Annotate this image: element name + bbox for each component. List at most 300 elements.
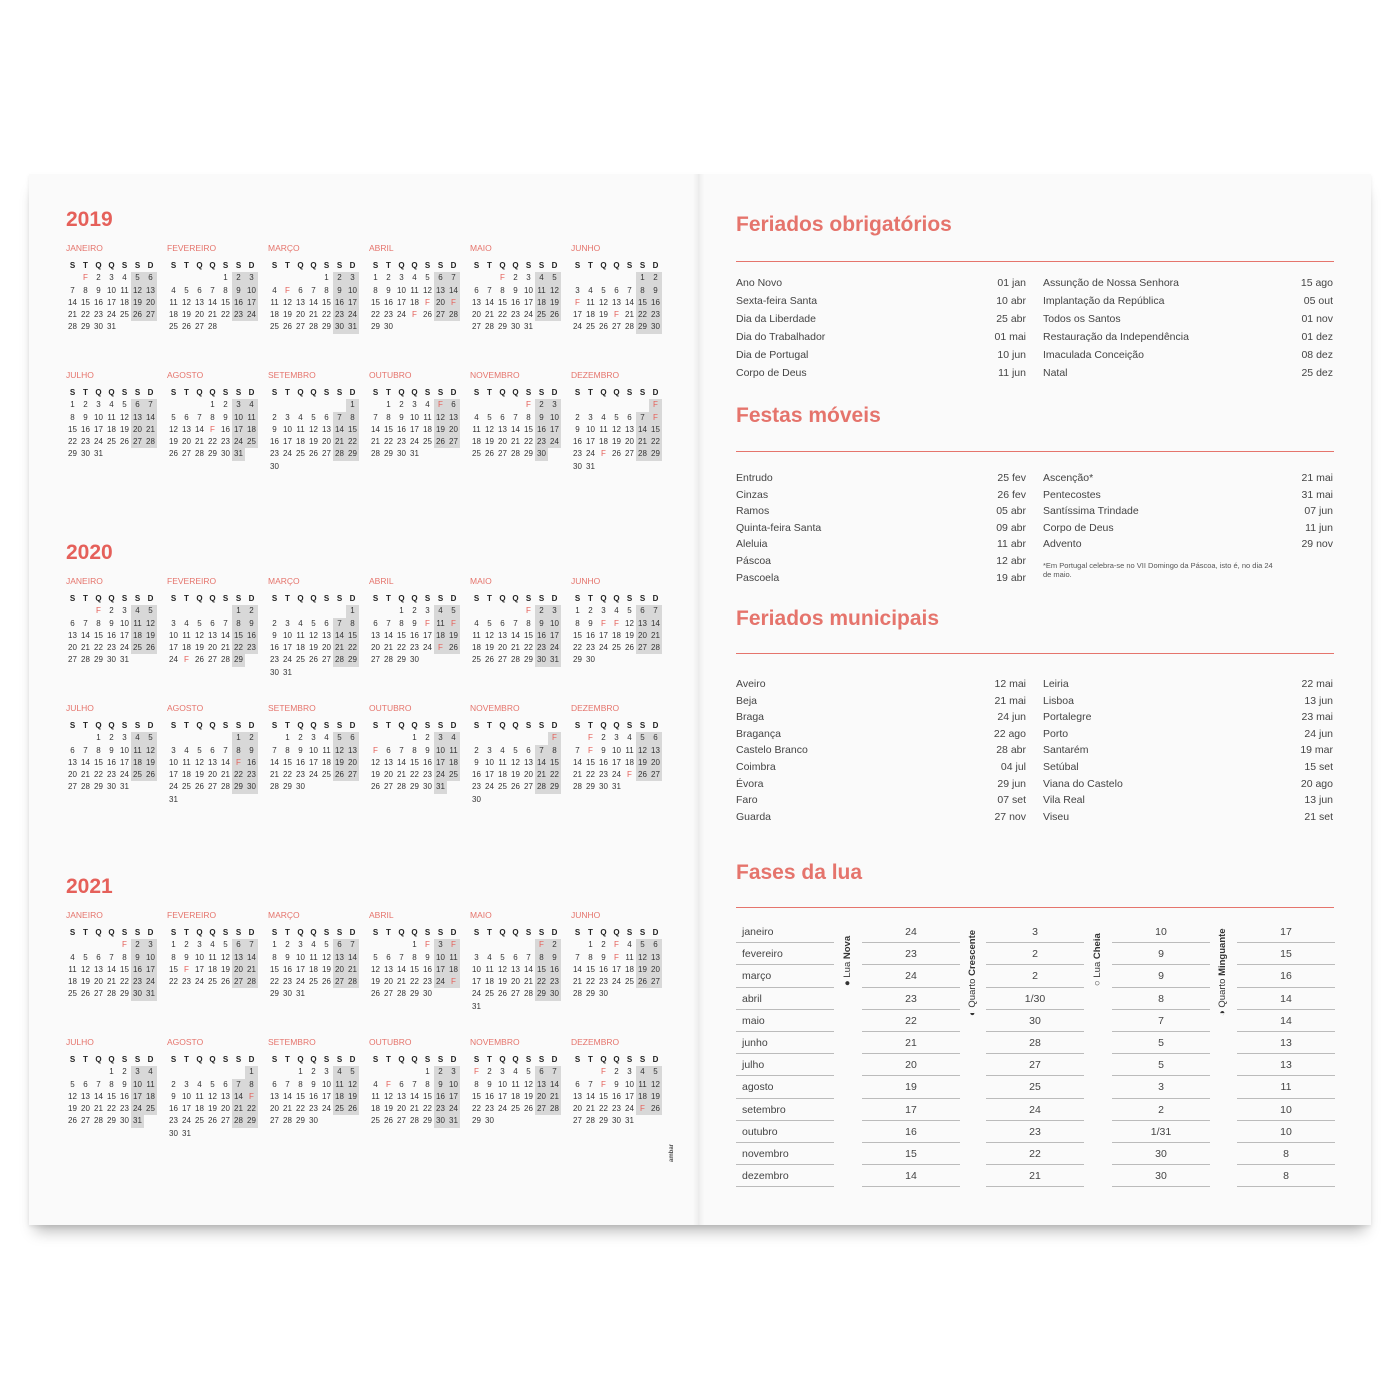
day-cell: 27: [322, 449, 331, 459]
day-cell: 10: [485, 757, 494, 767]
day-cell: 3: [434, 732, 447, 744]
day-cell: 5: [144, 605, 157, 617]
weekday-header: Q: [209, 261, 216, 270]
day-cell: 5: [373, 952, 378, 962]
weekday-header: T: [83, 1055, 88, 1064]
day-cell: 27: [232, 976, 245, 988]
day-cell: 10: [131, 1079, 144, 1091]
day-cell: 6: [184, 412, 189, 422]
day-cell: 25: [586, 322, 595, 332]
day-cell: 28: [586, 1116, 595, 1126]
day-cell: 30: [81, 449, 90, 459]
day-cell: 23: [182, 977, 191, 987]
day-cell: 16: [296, 757, 305, 767]
empty-day: [333, 605, 346, 617]
month-grid: [66, 387, 158, 461]
day-cell: 29: [296, 1116, 305, 1126]
day-cell: 4: [298, 618, 303, 628]
day-cell: 3: [614, 733, 619, 743]
day-cell: 1: [298, 1067, 303, 1077]
day-cell: 10: [447, 1079, 460, 1091]
month-grid: [268, 260, 360, 334]
day-cell: 12: [68, 1091, 77, 1101]
weekday-header: Q: [209, 388, 216, 397]
day-cell: 5: [311, 412, 316, 422]
weekday-header: S: [538, 388, 545, 397]
day-cell: 21: [68, 310, 77, 320]
moon-phase-label: [967, 930, 978, 1016]
day-cell: 29: [535, 988, 548, 1000]
empty-day: [470, 605, 483, 617]
day-cell: 18: [107, 424, 116, 434]
month-name: OUTUBRO: [369, 1037, 412, 1047]
month-calendar: [571, 369, 663, 473]
holiday-date: 29 nov: [1301, 538, 1333, 551]
day-cell: 16: [612, 1091, 621, 1101]
moon-phase-day: 22: [862, 1010, 960, 1032]
holiday-date: 21 set: [1304, 810, 1333, 823]
day-cell: 25: [535, 309, 548, 321]
day-cell: 29: [283, 782, 292, 792]
month-name: DEZEMBRO: [571, 703, 620, 713]
day-cell: 26: [485, 449, 494, 459]
month-name: AGOSTO: [167, 370, 204, 380]
day-cell: 14: [245, 952, 258, 964]
moon-phase-day: 13: [1237, 1054, 1335, 1076]
holiday-date: 28 abr: [996, 744, 1026, 757]
day-cell: 2: [184, 940, 189, 950]
day-cell: 16: [397, 424, 406, 434]
empty-day: [92, 1066, 105, 1078]
holiday-date: 07 jun: [1304, 505, 1333, 518]
moon-phase-icon: ●: [842, 977, 853, 986]
weekday-header: S: [424, 594, 431, 603]
weekday-header: S: [235, 1055, 242, 1064]
day-cell: 4: [588, 285, 593, 295]
holiday-day: F: [184, 964, 189, 974]
day-cell: 4: [474, 618, 479, 628]
empty-day: [395, 1066, 408, 1078]
day-cell: 7: [83, 618, 88, 628]
day-cell: 11: [322, 745, 331, 755]
day-cell: 17: [169, 643, 178, 653]
day-cell: 10: [524, 285, 533, 295]
day-cell: 12: [120, 412, 129, 422]
weekday-header: T: [386, 1055, 391, 1064]
day-cell: 28: [208, 322, 217, 332]
day-cell: 30: [333, 321, 346, 333]
day-cell: 19: [144, 757, 157, 769]
holiday-row: [736, 274, 1026, 292]
holiday-name: Corpo de Deus: [1043, 521, 1114, 534]
day-cell: 9: [272, 630, 277, 640]
holiday-row: [736, 792, 1026, 809]
weekday-header: T: [285, 721, 290, 730]
holiday-row: [736, 364, 1026, 382]
day-cell: 9: [298, 745, 303, 755]
day-cell: 1: [346, 605, 359, 617]
day-cell: 24: [498, 1104, 507, 1114]
weekday-header: S: [525, 1055, 532, 1064]
weekday-header: Q: [512, 594, 519, 603]
day-cell: 1: [285, 733, 290, 743]
day-cell: 8: [386, 412, 391, 422]
empty-day: [79, 605, 92, 617]
empty-day: [180, 732, 193, 744]
day-cell: 31: [548, 654, 561, 666]
holiday-date: 12 abr: [996, 554, 1026, 567]
day-cell: 5: [627, 606, 632, 616]
weekday-header: D: [147, 1055, 154, 1064]
holiday-date: 09 abr: [996, 521, 1026, 534]
day-cell: 15: [410, 757, 419, 767]
moon-phase-day: 2: [1112, 1099, 1210, 1121]
day-cell: 7: [333, 412, 346, 424]
weekday-header: S: [222, 261, 229, 270]
weekday-header: Q: [310, 721, 317, 730]
moon-phase-prefix: Quarto: [1217, 975, 1228, 1008]
day-cell: 26: [182, 322, 191, 332]
empty-day: [105, 939, 118, 951]
day-cell: 4: [412, 273, 417, 283]
day-cell: 29: [524, 449, 533, 459]
weekday-header: Q: [600, 1055, 607, 1064]
day-cell: 9: [412, 618, 417, 628]
day-cell: 14: [573, 964, 582, 974]
holiday-date: 29 jun: [997, 777, 1026, 790]
weekday-header: Q: [310, 928, 317, 937]
day-cell: 23: [485, 1104, 494, 1114]
holiday-day: F: [614, 310, 619, 320]
day-cell: 4: [535, 272, 548, 284]
weekday-header: D: [551, 721, 558, 730]
day-cell: 21: [586, 1104, 595, 1114]
day-cell: 22: [586, 770, 595, 780]
weekday-header: Q: [600, 594, 607, 603]
day-cell: 5: [324, 940, 329, 950]
day-cell: 11: [144, 1079, 157, 1091]
moon-phase-day: 23: [862, 988, 960, 1010]
day-cell: 29: [232, 654, 245, 666]
day-cell: 14: [81, 630, 90, 640]
weekday-header: S: [271, 1055, 278, 1064]
day-cell: 10: [296, 952, 305, 962]
day-cell: 2: [272, 412, 277, 422]
weekday-header: S: [121, 388, 128, 397]
moon-phase-day: 28: [986, 1032, 1084, 1054]
weekday-header: D: [248, 261, 255, 270]
weekday-header: T: [588, 594, 593, 603]
day-cell: 22: [397, 643, 406, 653]
holiday-name: Advento: [1043, 538, 1082, 551]
month-name: JUNHO: [571, 576, 601, 586]
day-cell: 27: [498, 449, 507, 459]
day-cell: 16: [573, 437, 582, 447]
day-cell: 30: [94, 322, 103, 332]
day-cell: 10: [397, 285, 406, 295]
day-cell: 12: [169, 424, 178, 434]
day-cell: 24: [283, 449, 292, 459]
weekday-header: Q: [600, 721, 607, 730]
month-name: ABRIL: [369, 910, 394, 920]
day-cell: 18: [511, 1091, 520, 1101]
empty-day: [219, 605, 232, 617]
day-cell: 17: [107, 297, 116, 307]
weekday-header: S: [525, 261, 532, 270]
weekday-header: Q: [108, 388, 115, 397]
day-cell: 11: [586, 297, 595, 307]
day-cell: 17: [195, 964, 204, 974]
day-cell: 27: [472, 322, 481, 332]
holiday-date: 05 abr: [996, 505, 1026, 518]
empty-day: [571, 1066, 584, 1078]
weekday-header: Q: [196, 594, 203, 603]
day-cell: 3: [171, 745, 176, 755]
day-cell: 24: [434, 769, 447, 781]
day-cell: 8: [346, 412, 359, 424]
empty-day: [167, 732, 180, 744]
day-cell: 6: [614, 285, 619, 295]
empty-day: [206, 605, 219, 617]
day-cell: 12: [221, 952, 230, 962]
day-cell: 15: [649, 424, 662, 436]
day-cell: 18: [144, 1091, 157, 1103]
weekday-header: T: [285, 928, 290, 937]
day-cell: 16: [309, 1091, 318, 1101]
moon-phase-name: Crescente: [967, 929, 978, 976]
day-cell: 13: [371, 630, 380, 640]
day-cell: 20: [625, 437, 634, 447]
day-cell: 25: [447, 769, 460, 781]
holiday-name: Santarém: [1043, 744, 1089, 757]
month-grid: [167, 720, 259, 806]
holiday-name: Restauração da Independência: [1043, 331, 1189, 343]
day-cell: 23: [131, 976, 144, 988]
day-cell: 22: [68, 437, 77, 447]
holiday-day: F: [245, 1091, 258, 1103]
empty-day: [193, 399, 206, 411]
weekday-header: Q: [613, 388, 620, 397]
day-cell: 8: [588, 952, 593, 962]
day-cell: 26: [371, 989, 380, 999]
day-cell: 28: [535, 781, 548, 793]
day-cell: 28: [232, 1115, 245, 1127]
holiday-day: F: [373, 745, 378, 755]
month-calendar: [268, 909, 360, 1001]
weekday-header: D: [551, 928, 558, 937]
day-cell: 11: [636, 1079, 649, 1091]
weekday-header: D: [652, 388, 659, 397]
day-cell: 24: [182, 1116, 191, 1126]
day-cell: 14: [397, 964, 406, 974]
day-cell: 1: [425, 1067, 430, 1077]
day-cell: 5: [333, 732, 346, 744]
empty-day: [281, 399, 294, 411]
month-grid: [268, 927, 360, 1001]
day-cell: 26: [309, 449, 318, 459]
day-cell: 12: [131, 285, 144, 297]
day-cell: 25: [472, 449, 481, 459]
weekday-header: S: [626, 928, 633, 937]
festas-moveis-title: Festas móveis: [736, 404, 881, 427]
weekday-header: S: [69, 261, 76, 270]
day-cell: 6: [399, 1079, 404, 1089]
day-cell: 9: [96, 285, 101, 295]
day-cell: 7: [386, 618, 391, 628]
day-cell: 14: [548, 1079, 561, 1091]
day-cell: 23: [586, 643, 595, 653]
month-grid: [369, 260, 461, 334]
month-name: SETEMBRO: [268, 1037, 316, 1047]
day-cell: 30: [599, 989, 608, 999]
day-cell: 24: [599, 643, 608, 653]
day-cell: 5: [513, 745, 518, 755]
holiday-name: Ano Novo: [736, 277, 783, 289]
weekday-header: T: [588, 261, 593, 270]
moon-phase-day: 3: [1112, 1076, 1210, 1098]
day-cell: 3: [285, 412, 290, 422]
weekday-header: T: [83, 261, 88, 270]
day-cell: 27: [182, 449, 191, 459]
day-cell: 11: [371, 1091, 380, 1101]
day-cell: 2: [535, 605, 548, 617]
weekday-header: T: [386, 261, 391, 270]
moon-month: dezembro: [736, 1165, 834, 1187]
day-cell: 15: [397, 630, 406, 640]
holiday-name: Pentecostes: [1043, 488, 1101, 501]
day-cell: 15: [221, 297, 230, 307]
month-grid: [66, 720, 158, 794]
day-cell: 17: [434, 964, 447, 976]
day-cell: 4: [197, 1079, 202, 1089]
weekday-header: D: [652, 1055, 659, 1064]
day-cell: 22: [535, 976, 548, 988]
day-cell: 9: [614, 1079, 619, 1089]
day-cell: 15: [573, 630, 582, 640]
day-cell: 18: [296, 643, 305, 653]
month-calendar: [369, 1036, 461, 1128]
day-cell: 13: [322, 424, 331, 434]
weekday-header: T: [487, 594, 492, 603]
empty-day: [320, 399, 333, 411]
day-cell: 21: [371, 437, 380, 447]
day-cell: 9: [109, 745, 114, 755]
month-grid: [66, 1054, 158, 1128]
holiday-date: 31 mai: [1301, 488, 1333, 501]
day-cell: 24: [120, 643, 129, 653]
day-cell: 11: [511, 1079, 520, 1089]
day-cell: 8: [526, 412, 531, 422]
month-grid: [571, 387, 663, 473]
day-cell: 24: [120, 770, 129, 780]
day-cell: 3: [412, 400, 417, 410]
weekday-header: T: [184, 1055, 189, 1064]
weekday-header: S: [121, 261, 128, 270]
day-cell: 18: [131, 630, 144, 642]
holiday-row: [736, 310, 1026, 328]
moon-phase-column: [1237, 921, 1335, 1187]
month-name: MARÇO: [268, 576, 300, 586]
empty-day: [66, 272, 79, 284]
day-cell: 17: [245, 297, 258, 309]
day-cell: 12: [548, 285, 561, 297]
day-cell: 30: [120, 1116, 129, 1126]
holiday-date: 01 nov: [1301, 313, 1333, 325]
day-cell: 15: [81, 297, 90, 307]
moon-phase-day: 30: [1112, 1143, 1210, 1165]
day-cell: 6: [535, 1066, 548, 1078]
day-cell: 24: [322, 1104, 331, 1114]
weekday-header: T: [386, 721, 391, 730]
day-cell: 30: [535, 448, 548, 460]
month-calendar: [66, 702, 158, 794]
moon-month: julho: [736, 1054, 834, 1076]
holiday-date: 23 mai: [1301, 711, 1333, 724]
day-cell: 16: [410, 630, 419, 640]
day-cell: 7: [197, 412, 202, 422]
day-cell: 30: [548, 988, 561, 1000]
holiday-row: [736, 470, 1026, 487]
day-cell: 5: [636, 939, 649, 951]
day-cell: 5: [649, 1066, 662, 1078]
day-cell: 7: [399, 745, 404, 755]
day-cell: 19: [548, 297, 561, 309]
holiday-name: Dia de Portugal: [736, 349, 809, 361]
month-grid: [571, 927, 663, 1001]
day-cell: 2: [412, 606, 417, 616]
holiday-day: F: [83, 273, 88, 283]
day-cell: 20: [81, 1104, 90, 1114]
day-cell: 28: [195, 449, 204, 459]
day-cell: 2: [285, 940, 290, 950]
day-cell: 26: [195, 782, 204, 792]
day-cell: 5: [601, 285, 606, 295]
day-cell: 7: [210, 285, 215, 295]
day-cell: 26: [511, 782, 520, 792]
day-cell: 19: [208, 1104, 217, 1114]
day-cell: 21: [511, 643, 520, 653]
day-cell: 13: [397, 1091, 406, 1101]
day-cell: 22: [423, 1104, 432, 1114]
day-cell: 19: [322, 964, 331, 974]
day-cell: 8: [83, 285, 88, 295]
day-cell: 6: [526, 745, 531, 755]
holiday-name: Todos os Santos: [1043, 313, 1121, 325]
moon-phase-day: 23: [986, 1121, 1084, 1143]
empty-day: [584, 399, 597, 411]
holiday-row: [1043, 742, 1333, 759]
empty-day: [597, 399, 610, 411]
holiday-date: 22 ago: [993, 727, 1026, 740]
holiday-row: [736, 553, 1026, 570]
day-cell: 9: [434, 1079, 447, 1091]
holiday-name: Quinta-feira Santa: [736, 521, 822, 534]
day-cell: 17: [283, 437, 292, 447]
day-cell: 14: [221, 630, 230, 640]
day-cell: 20: [333, 964, 346, 976]
day-cell: 23: [434, 1103, 447, 1115]
day-cell: 26: [649, 1103, 662, 1115]
day-cell: 1: [232, 605, 245, 617]
day-cell: 20: [131, 424, 144, 436]
day-cell: 24: [397, 310, 406, 320]
month-grid: [470, 387, 562, 461]
day-cell: 6: [386, 745, 391, 755]
day-cell: 21: [384, 643, 393, 653]
day-cell: 3: [447, 1066, 460, 1078]
day-cell: 8: [373, 285, 378, 295]
day-cell: 3: [627, 1067, 632, 1077]
